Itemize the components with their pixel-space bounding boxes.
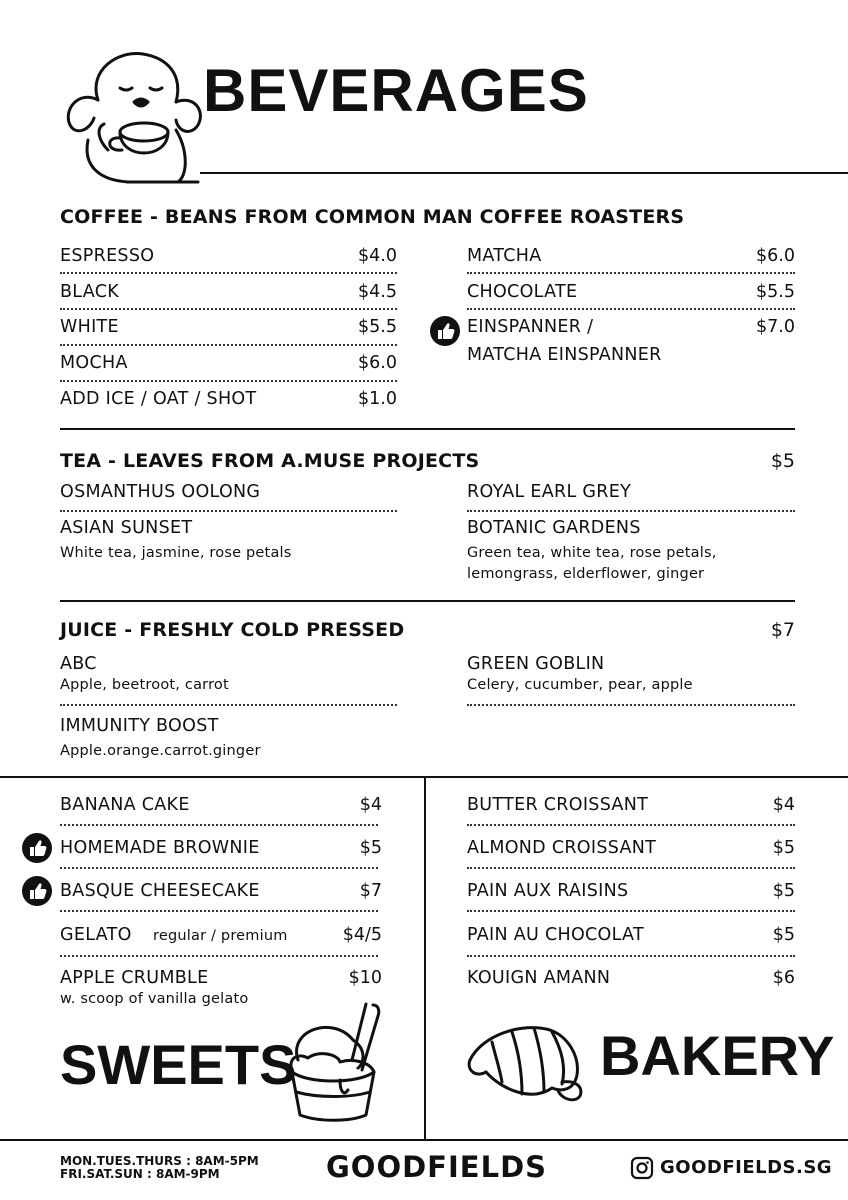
coffee-item-name: EINSPANNER /: [467, 317, 594, 337]
coffee-heading: COFFEE - BEANS FROM COMMON MAN COFFEE ROASTERS: [60, 206, 685, 228]
bakery-item-name: KOUIGN AMANN: [467, 968, 611, 988]
coffee-item-price: $4.0: [358, 246, 397, 266]
coffee-item-price: $6.0: [358, 353, 397, 373]
coffee-item-name: MOCHA: [60, 353, 128, 373]
thumbs-up-icon: [430, 316, 460, 346]
coffee-item-name: ESPRESSO: [60, 246, 155, 266]
dog-mascot-icon: [58, 40, 208, 190]
bakery-item-name: PAIN AUX RAISINS: [467, 881, 629, 901]
thumbs-up-icon: [22, 876, 52, 906]
bakery-item-name: BUTTER CROISSANT: [467, 795, 649, 815]
coffee-item-price: $6.0: [756, 246, 795, 266]
bakery-item-name: ALMOND CROISSANT: [467, 838, 657, 858]
sweets-item-price: $4: [359, 795, 382, 815]
juice-item-name: ABC: [60, 654, 97, 674]
dotted-divider: [60, 955, 378, 957]
coffee-item-name: MATCHA: [467, 246, 542, 266]
juice-item-name: IMMUNITY BOOST: [60, 716, 219, 736]
sweets-item-price: $7: [359, 881, 382, 901]
coffee-item-name: ADD ICE / OAT / SHOT: [60, 389, 257, 409]
dotted-divider: [467, 867, 795, 869]
dotted-divider: [60, 910, 378, 912]
bakery-item-price: $5: [772, 838, 795, 858]
bakery-title: BAKERY: [600, 1024, 835, 1087]
footer-rule: [0, 1139, 848, 1141]
coffee-item-name: CHOCOLATE: [467, 282, 578, 302]
brand-name: GOODFIELDS: [326, 1150, 548, 1184]
instagram-icon: [630, 1156, 654, 1180]
bakery-item-price: $5: [772, 881, 795, 901]
sweets-title: SWEETS: [60, 1033, 297, 1096]
sweets-item-note: regular / premium: [153, 928, 288, 944]
coffee-item-name: BLACK: [60, 282, 120, 302]
coffee-item-price: $5.5: [358, 317, 397, 337]
header-rule: [200, 172, 848, 174]
juice-price: $7: [770, 619, 795, 641]
dotted-divider: [467, 510, 795, 512]
sweets-item-name: BANANA CAKE: [60, 795, 190, 815]
dotted-divider: [60, 308, 397, 310]
sweets-item-name: GELATO: [60, 925, 132, 945]
dotted-divider: [60, 704, 397, 706]
opening-hours-line2: FRI.SAT.SUN : 8AM-9PM: [60, 1167, 220, 1181]
tea-item-name: BOTANIC GARDENS: [467, 518, 641, 538]
sweets-item-desc: w. scoop of vanilla gelato: [60, 991, 249, 1007]
juice-item-desc: Celery, cucumber, pear, apple: [467, 677, 693, 693]
dotted-divider: [467, 308, 795, 310]
juice-heading: JUICE - FRESHLY COLD PRESSED: [60, 619, 405, 641]
juice-item-desc: Apple.orange.carrot.ginger: [60, 743, 261, 759]
tea-item-name: ASIAN SUNSET: [60, 518, 193, 538]
tea-item-desc-line2: lemongrass, elderflower, ginger: [467, 566, 705, 582]
juice-item-desc: Apple, beetroot, carrot: [60, 677, 229, 693]
tea-price: $5: [770, 450, 795, 472]
bakery-item-price: $6: [772, 968, 795, 988]
croissant-icon: [462, 1020, 587, 1105]
coffee-item-price: $7.0: [756, 317, 795, 337]
tea-item-name: ROYAL EARL GREY: [467, 482, 632, 502]
juice-item-name: GREEN GOBLIN: [467, 654, 605, 674]
bakery-item-price: $4: [772, 795, 795, 815]
dotted-divider: [467, 910, 795, 912]
lower-box-divider: [424, 776, 426, 1140]
sweets-item-price: $10: [348, 968, 382, 988]
coffee-item-price: $4.5: [358, 282, 397, 302]
dotted-divider: [60, 510, 397, 512]
tea-item-desc: White tea, jasmine, rose petals: [60, 545, 292, 561]
dotted-divider: [467, 704, 795, 706]
page-title: BEVERAGES: [203, 57, 589, 124]
dotted-divider: [467, 824, 795, 826]
sweets-item-price: $4/5: [342, 925, 382, 945]
bakery-item-price: $5: [772, 925, 795, 945]
coffee-item-price: $5.5: [756, 282, 795, 302]
tea-item-desc: Green tea, white tea, rose petals,: [467, 545, 717, 561]
coffee-item-price: $1.0: [358, 389, 397, 409]
instagram-handle[interactable]: GOODFIELDS.SG: [660, 1157, 833, 1178]
tea-item-name: OSMANTHUS OOLONG: [60, 482, 261, 502]
sweets-item-name: APPLE CRUMBLE: [60, 968, 209, 988]
coffee-item-name-line2: MATCHA EINSPANNER: [467, 345, 662, 365]
dotted-divider: [60, 824, 378, 826]
dotted-divider: [60, 380, 397, 382]
coffee-item-name: WHITE: [60, 317, 119, 337]
gelato-cup-icon: [278, 1000, 388, 1125]
dotted-divider: [60, 272, 397, 274]
section-rule: [60, 600, 795, 602]
thumbs-up-icon: [22, 833, 52, 863]
sweets-item-name: BASQUE CHEESECAKE: [60, 881, 260, 901]
bakery-item-name: PAIN AU CHOCOLAT: [467, 925, 644, 945]
dotted-divider: [467, 955, 795, 957]
dotted-divider: [60, 867, 378, 869]
dotted-divider: [60, 344, 397, 346]
opening-hours-line1: MON.TUES.THURS : 8AM-5PM: [60, 1154, 259, 1168]
sweets-item-name: HOMEMADE BROWNIE: [60, 838, 260, 858]
section-rule: [60, 428, 795, 430]
tea-heading: TEA - LEAVES FROM A.MUSE PROJECTS: [60, 450, 480, 472]
sweets-item-price: $5: [359, 838, 382, 858]
dotted-divider: [467, 272, 795, 274]
